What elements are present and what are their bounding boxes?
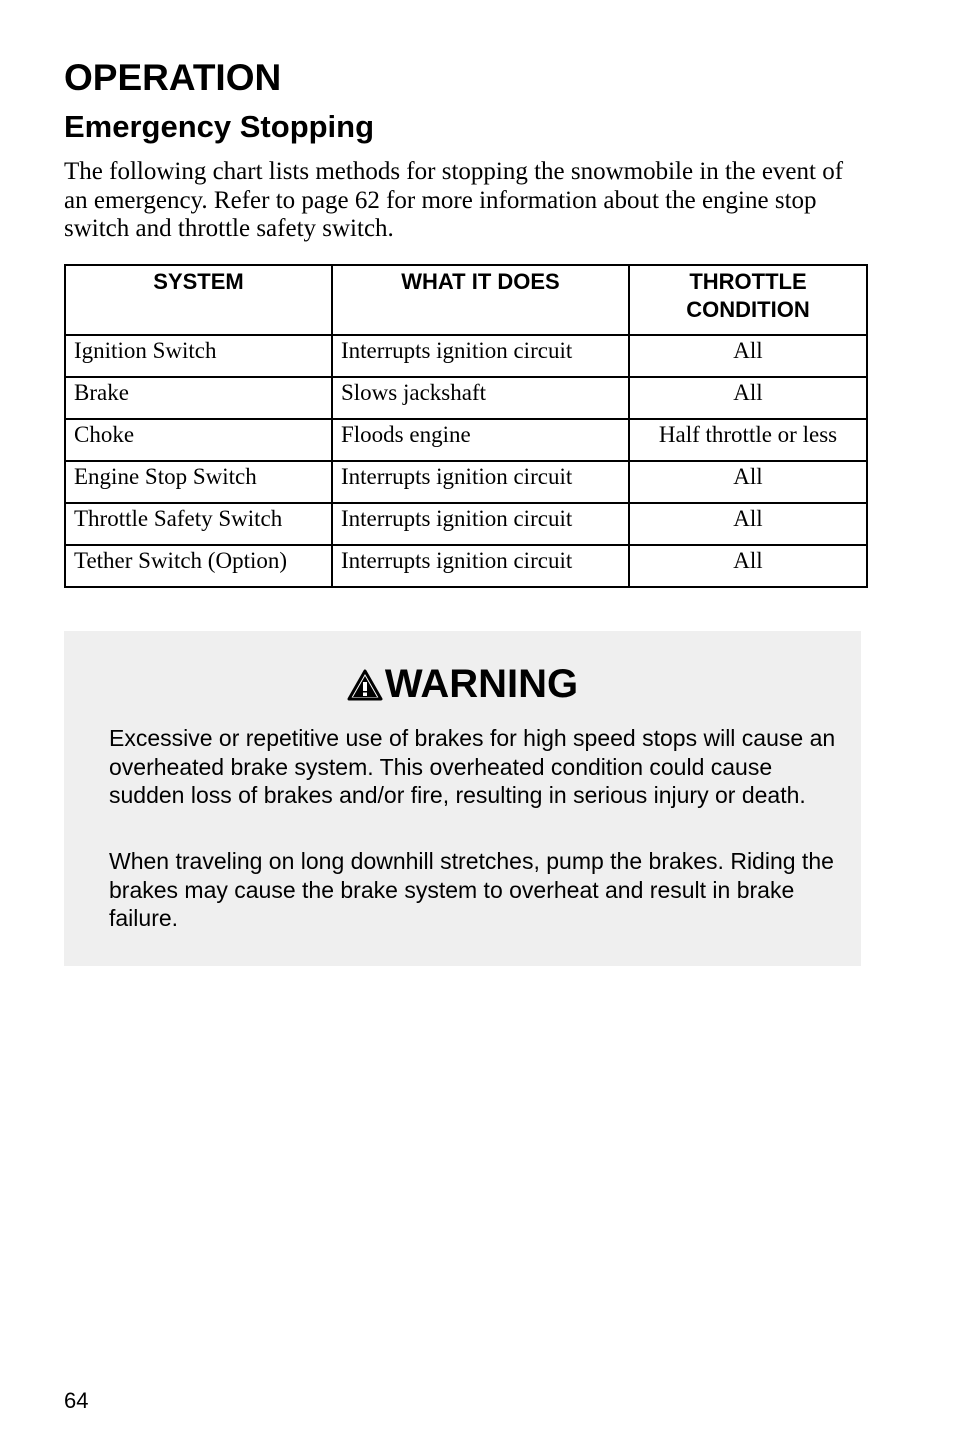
cell-system: Choke	[65, 419, 332, 461]
emergency-stopping-table	[64, 264, 868, 588]
table-row	[65, 503, 867, 545]
cell-throttle-condition: All	[629, 545, 867, 587]
cell-system: Ignition Switch	[65, 335, 332, 377]
column-header-throttle-condition: THROTTLE CONDITION	[629, 265, 867, 335]
intro-paragraph: The following chart lists methods for stopping the snowmobile in the event of an emergency. Refer to page 62 for more information about the engine stop switch and throttle safety switch.	[64, 158, 844, 242]
warning-box	[64, 631, 861, 966]
cell-what-it-does: Interrupts ignition circuit	[332, 545, 629, 587]
cell-throttle-condition: All	[629, 503, 867, 545]
cell-what-it-does: Interrupts ignition circuit	[332, 461, 629, 503]
cell-throttle-condition: Half throttle or less	[629, 419, 867, 461]
warning-heading	[64, 661, 861, 707]
cell-system: Brake	[65, 377, 332, 419]
table-row	[65, 545, 867, 587]
cell-what-it-does: Interrupts ignition circuit	[332, 503, 629, 545]
cell-throttle-condition: All	[629, 377, 867, 419]
column-header-system: SYSTEM	[65, 265, 332, 335]
table-row	[65, 335, 867, 377]
cell-system: Throttle Safety Switch	[65, 503, 332, 545]
cell-what-it-does: Interrupts ignition circuit	[332, 335, 629, 377]
warning-title: WARNING	[384, 662, 579, 706]
table-row	[65, 377, 867, 419]
column-header-what-it-does: WHAT IT DOES	[332, 265, 629, 335]
section-title: OPERATION	[64, 57, 282, 98]
cell-throttle-condition: All	[629, 335, 867, 377]
cell-what-it-does: Slows jackshaft	[332, 377, 629, 419]
page-number: 64	[64, 1388, 89, 1413]
cell-system: Engine Stop Switch	[65, 461, 332, 503]
table-header-row	[65, 265, 867, 335]
subsection-title: Emergency Stopping	[64, 109, 375, 144]
warning-paragraph: When traveling on long downhill stretches, pump the brakes. Riding the brakes may cause the brake system to overheat and result in brake failure.	[109, 848, 834, 931]
cell-system: Tether Switch (Option)	[65, 545, 332, 587]
table-row	[65, 419, 867, 461]
cell-what-it-does: Floods engine	[332, 419, 629, 461]
cell-throttle-condition: All	[629, 461, 867, 503]
table-row	[65, 461, 867, 503]
warning-paragraph: Excessive or repetitive use of brakes for high speed stops will cause an overheated brake system. This overheated condition could cause sudden loss of brakes and/or fire, resulting in serious injury or death.	[109, 725, 836, 808]
warning-triangle-icon	[347, 669, 383, 701]
